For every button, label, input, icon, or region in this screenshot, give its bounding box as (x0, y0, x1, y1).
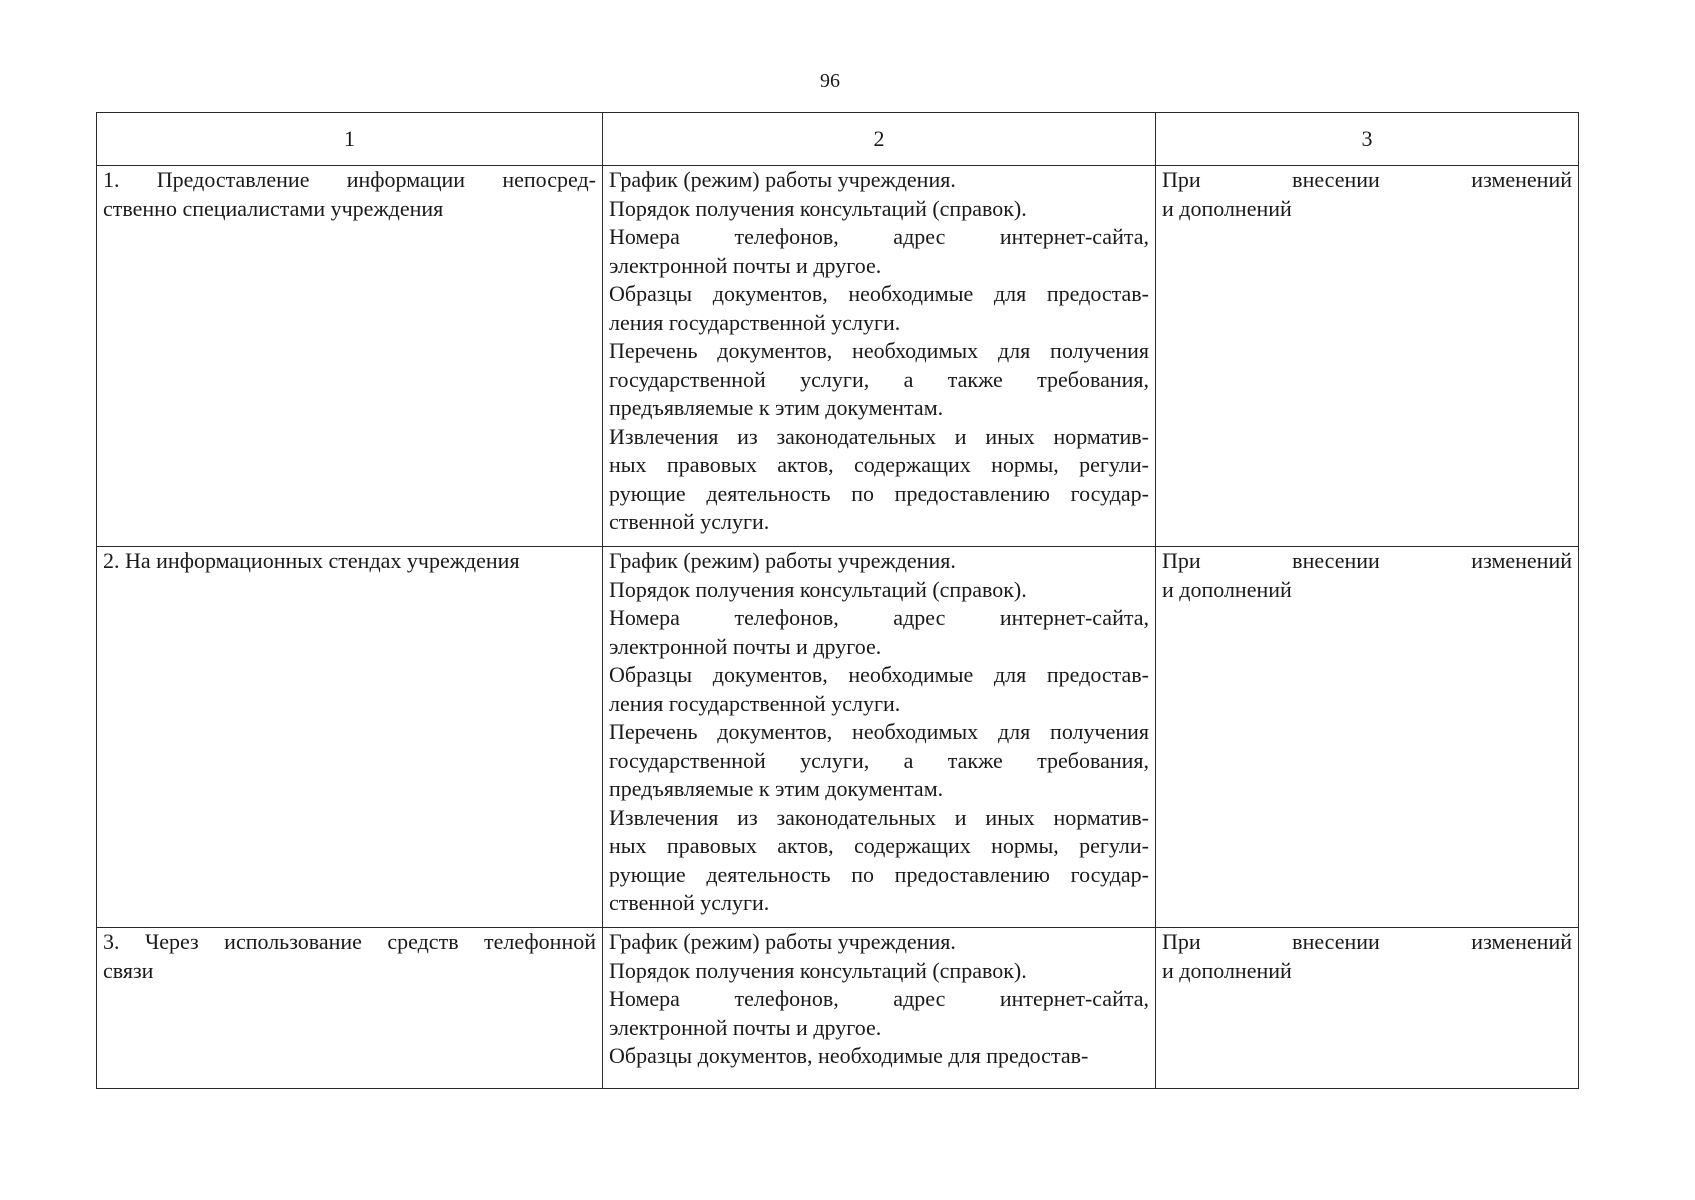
header-col-2: 2 (603, 113, 1156, 166)
cell-text-line: 1. Предоставление информации непосред- (103, 167, 596, 192)
row-3-content-cell (603, 928, 1156, 1089)
row-2-method-cell (97, 547, 603, 928)
cell-text-line: электронной почты и другое. (609, 1014, 882, 1040)
cell-text-line: ственной услуги. (609, 509, 770, 534)
cell-text-line: ных правовых актов, содержащих нормы, регули- (609, 833, 1149, 858)
info-table (96, 112, 1579, 1089)
cell-text-line: График (режим) работы учреждения. (609, 548, 956, 573)
cell-text-line: Номера телефонов, адрес интернет-сайта, (609, 605, 1149, 630)
cell-text-line: и дополнений (1162, 957, 1292, 983)
header-col-1: 1 (97, 113, 603, 166)
cell-text-line: При внесении изменений (1162, 929, 1572, 954)
cell-text-line: связи (103, 957, 154, 983)
cell-text-line: Извлечения из законодательных и иных норматив- (609, 423, 1149, 449)
page-number: 96 (820, 70, 840, 92)
cell-text-line: ления государственной услуги. (609, 690, 901, 716)
cell-text-line: государственной услуги, а также требования, (609, 366, 1149, 392)
cell-text-line: ных правовых актов, содержащих нормы, регули- (609, 452, 1149, 477)
row-1-content-cell (603, 166, 1156, 547)
cell-text-line: При внесении изменений (1162, 548, 1572, 573)
cell-text-line: График (режим) работы учреждения. (609, 929, 956, 954)
cell-text-line: 3. Через использование средств телефонной (103, 929, 596, 954)
cell-text-line: Перечень документов, необходимых для получения (609, 338, 1149, 363)
row-1-method-cell (97, 166, 603, 547)
cell-text-line: и дополнений (1162, 195, 1292, 221)
cell-text-line: При внесении изменений (1162, 167, 1572, 192)
cell-text-line: Извлечения из законодательных и иных норматив- (609, 804, 1149, 830)
cell-text-line: Номера телефонов, адрес интернет-сайта, (609, 224, 1149, 249)
cell-text-line: государственной услуги, а также требования, (609, 747, 1149, 773)
cell-text-line: предъявляемые к этим документам. (609, 776, 944, 801)
cell-text-line: рующие деятельность по предоставлению государ- (609, 861, 1149, 887)
cell-text-line: 2. На информационных стендах учреждения (103, 548, 520, 573)
cell-text-line: Образцы документов, необходимые для предостав- (609, 662, 1149, 687)
cell-text-line: ственно специалистами учреждения (103, 195, 444, 221)
cell-text-line: График (режим) работы учреждения. (609, 167, 956, 192)
row-3-update-cell (1156, 928, 1579, 1089)
cell-text-line: электронной почты и другое. (609, 252, 882, 278)
cell-text-line: и дополнений (1162, 576, 1292, 602)
header-col-3: 3 (1156, 113, 1579, 166)
cell-text-line: Номера телефонов, адрес интернет-сайта, (609, 986, 1149, 1011)
cell-text-line: ления государственной услуги. (609, 309, 901, 335)
cell-text-line: Порядок получения консультаций (справок). (609, 576, 1027, 602)
row-2-update-cell (1156, 547, 1579, 928)
cell-text-line: Образцы документов, необходимые для предостав- (609, 1043, 1089, 1068)
cell-text-line: Образцы документов, необходимые для предостав- (609, 281, 1149, 306)
table-row (97, 547, 1579, 928)
row-2-content-cell (603, 547, 1156, 928)
row-3-method-cell (97, 928, 603, 1089)
cell-text-line: ственной услуги. (609, 890, 770, 915)
cell-text-line: электронной почты и другое. (609, 633, 882, 659)
cell-text-line: Перечень документов, необходимых для получения (609, 719, 1149, 744)
cell-text-line: Порядок получения консультаций (справок). (609, 957, 1027, 983)
table-row (97, 928, 1579, 1089)
table-header-row (97, 113, 1579, 166)
cell-text-line: рующие деятельность по предоставлению государ- (609, 480, 1149, 506)
cell-text-line: предъявляемые к этим документам. (609, 395, 944, 420)
row-1-update-cell (1156, 166, 1579, 547)
table-row (97, 166, 1579, 547)
cell-text-line: Порядок получения консультаций (справок). (609, 195, 1027, 221)
